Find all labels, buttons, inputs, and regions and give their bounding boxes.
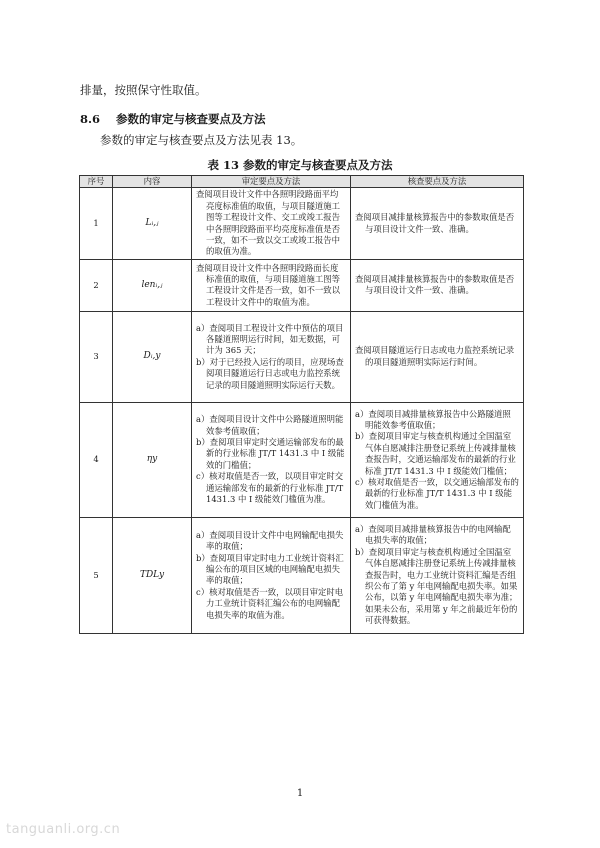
header-key-points: 核查要点及方法	[351, 176, 524, 188]
table-row	[80, 402, 524, 517]
row-verification-method	[351, 311, 524, 402]
row-verification-method	[351, 517, 524, 633]
verification-item: b）查阅项目审定与核查机构通过全国温室气体自愿减排注册登记系统上传减排量核查报告时，电力工业统计资料汇编是否组织公布了第 y 年电网输配电损失率。如果公布，以第 y 年电网输配电损失率为准；如果未公布，采用第 y 年之前最近年份的可获得数据。	[355, 546, 518, 626]
row-parameter: Dᵢ,y	[113, 311, 192, 402]
method-item: a）查阅项目设计文件中电网输配电损失率的取值；	[196, 529, 344, 552]
row-parameter: TDLy	[113, 517, 192, 633]
verification-item: a）查阅项目减排量核算报告中公路隧道照明能效参考值取值；	[355, 408, 511, 430]
row-index: 2	[80, 259, 113, 311]
method-item: a）查阅项目设计文件中公路隧道照明能效参考值取值；	[196, 414, 344, 436]
verification-item: 查阅项目减排量核算报告中的参数取值是否与项目设计文件一致、准确。	[355, 212, 515, 234]
method-item: b）对于已经投入运行的项目，应现场查阅项目隧道运行日志或电力监控系统记录的项目隧道照明实际运行天数。	[196, 356, 344, 390]
header-method: 审定要点及方法	[192, 176, 351, 188]
header-index: 序号	[80, 176, 113, 188]
section-heading	[80, 111, 266, 127]
row-parameter: lenᵢ,ⱼ	[113, 259, 192, 311]
row-parameter: ηy	[113, 402, 192, 517]
row-validation-method	[192, 402, 351, 517]
table-title: 表 13 参数的审定与核查要点及方法	[207, 158, 393, 172]
section-title: 参数的审定与核查要点及方法	[116, 112, 266, 126]
row-validation-method	[192, 311, 351, 402]
row-verification-method	[351, 188, 524, 259]
intro-paragraph: 参数的审定与核查要点及方法见表 13。	[100, 133, 303, 147]
table-header-row	[80, 176, 524, 188]
page-number: 1	[296, 788, 304, 799]
method-item: b）查阅项目审定时交通运输部发布的最新的行业标准 JT/T 1431.3 中 I 级能效的门槛值；	[196, 437, 345, 470]
method-item: c）核对取值是否一致，以项目审定时电力工业统计资料汇编公布的电网输配电损失率的取值为准。	[196, 586, 344, 620]
row-index: 3	[80, 311, 113, 402]
header-content: 内容	[113, 176, 192, 188]
table-row	[80, 517, 524, 633]
row-index: 5	[80, 517, 113, 633]
row-index: 4	[80, 402, 113, 517]
row-verification-method	[351, 402, 524, 517]
row-verification-method	[351, 259, 524, 311]
verification-item: c）核对取值是否一致，以交通运输部发布的最新的行业标准 JT/T 1431.3 中 I 级能效门槛值为准。	[355, 476, 519, 510]
verification-item: b）查阅项目审定与核查机构通过全国温室气体自愿减排注册登记系统上传减排量核查报告时，交通运输部发布的最新的行业标准 JT/T 1431.3 中 I 级能效门槛值；	[355, 431, 516, 476]
watermark: tanguanli.org.cn	[6, 822, 121, 837]
table-row	[80, 311, 524, 402]
method-item: c）核对取值是否一致，以项目审定时交通运输部发布的最新的行业标准 JT/T 1431.3 中 I 级能效门槛值为准。	[196, 471, 344, 505]
parameters-table	[79, 175, 524, 634]
row-parameter: Lᵢ,ⱼ	[113, 188, 192, 259]
verification-item: 查阅项目减排量核算报告中的参数取值是否与项目设计文件一致、准确。	[355, 273, 515, 296]
row-validation-method	[192, 259, 351, 311]
row-validation-method	[192, 188, 351, 259]
table-row	[80, 188, 524, 259]
verification-item: a）查阅项目减排量核算报告中的电网输配电损失率的取值；	[355, 524, 511, 546]
method-item: a）查阅项目工程设计文件中预估的项目各隧道照明运行时间，如无数据，可计为 365 天；	[196, 322, 344, 356]
method-item: 查阅项目设计文件中各照明段路面平均亮度标准值的取值，与项目隧道施工图等工程设计文件、交工或竣工报告中各照明段路面平均亮度标准值是否一致，如不一致以交工或竣工报告中的取值为准。	[196, 189, 340, 257]
row-index: 1	[80, 188, 113, 259]
verification-item: 查阅项目隧道运行日志或电力监控系统记录的项目隧道照明实际运行时间。	[355, 345, 515, 367]
row-validation-method	[192, 517, 351, 633]
table-row	[80, 259, 524, 311]
continuation-text: 排量，按照保守性取值。	[80, 83, 207, 97]
section-number: 8.6	[80, 112, 101, 126]
method-item: b）查阅项目审定时电力工业统计资料汇编公布的项目区域的电网输配电损失率的取值；	[196, 552, 344, 586]
method-item: 查阅项目设计文件中各照明段路面长度标准值的取值，与项目隧道施工图等工程设计文件是否一致，如不一致以工程设计文件中的取值为准。	[196, 262, 340, 307]
